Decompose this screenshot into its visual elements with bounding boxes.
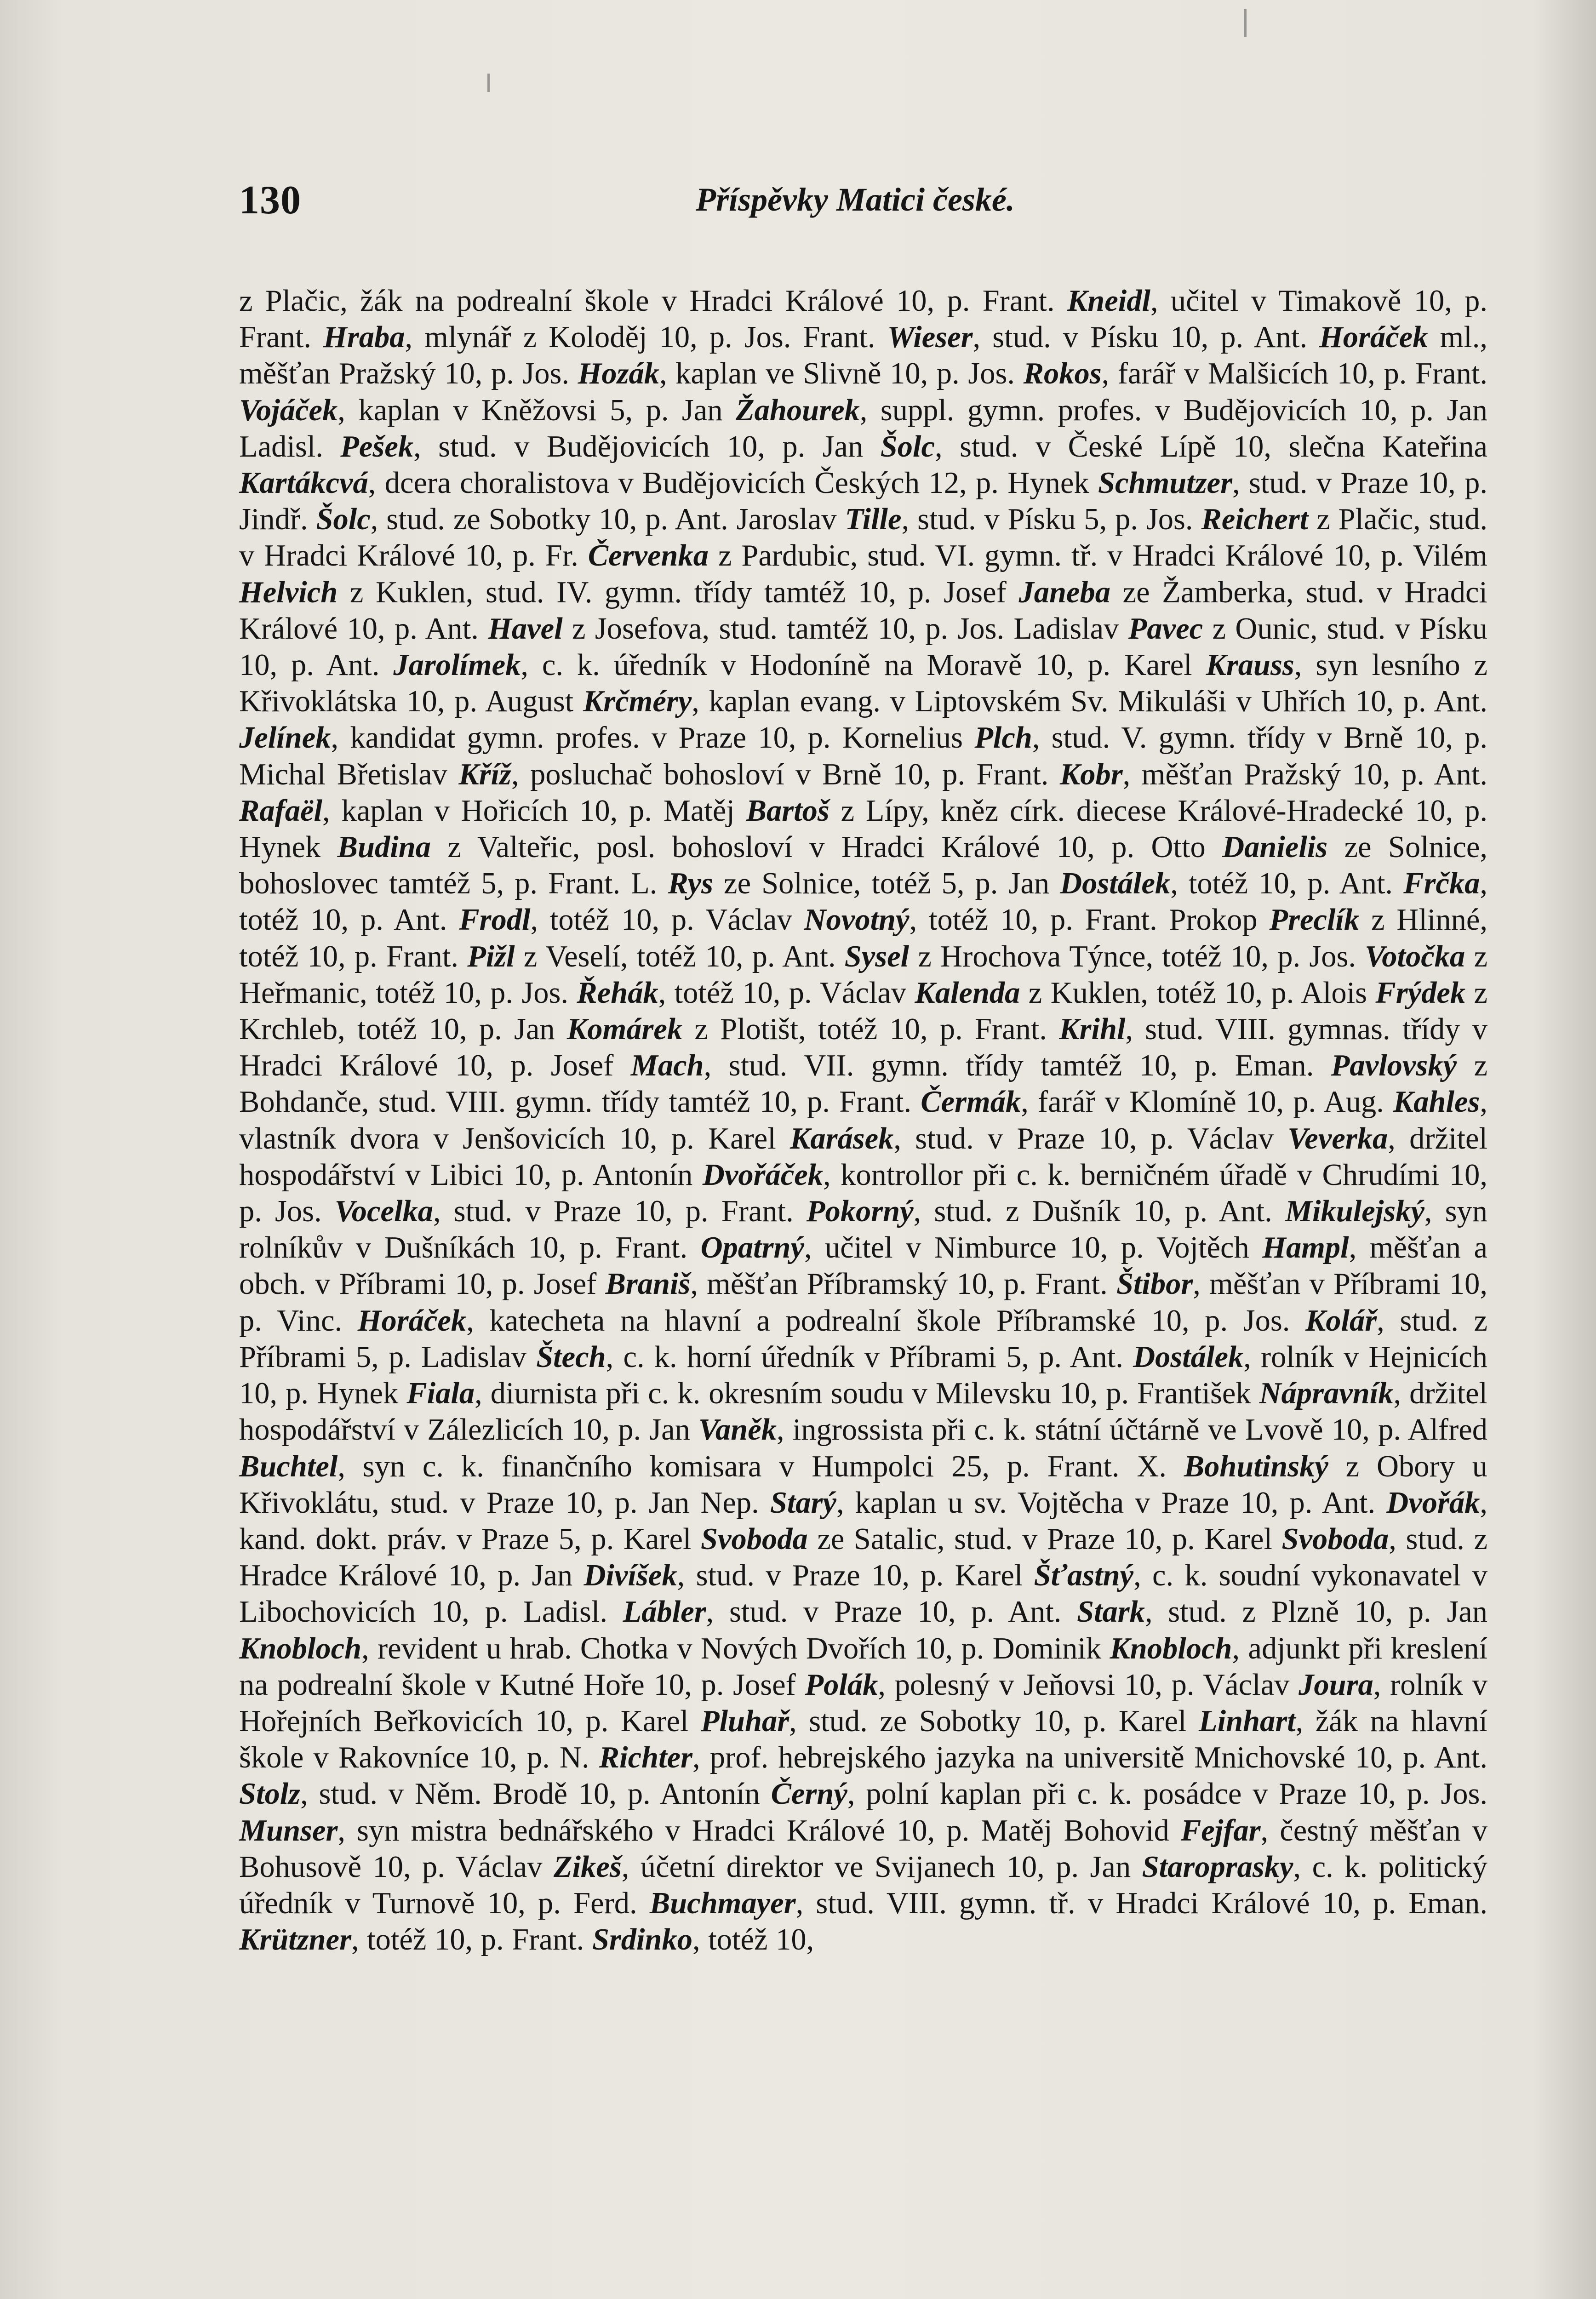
surname: Černý (771, 1777, 847, 1811)
text-run: z Plotišt, totéž 10, p. Frant. (682, 1012, 1059, 1047)
surname: Červenka (588, 539, 709, 573)
surname: Vaněk (698, 1413, 777, 1447)
surname: Fiala (406, 1377, 475, 1411)
text-run: z Plačic, žák na podrealní škole v Hradci Králové 10, p. Frant. (239, 284, 1067, 318)
text-run: , farář v Malšicích 10, p. Frant. (1101, 357, 1487, 391)
text-run: , c. k. politický úředník v Turnově 10, p. Ferd. (239, 1850, 1487, 1920)
surname: Pešek (340, 429, 414, 463)
surname: Buchtel (239, 1449, 338, 1483)
text-run: , c. k. soudní vykonavatel v Libochovicích 10, p. Ladisl. (239, 1559, 1487, 1629)
surname: Karásek (789, 1121, 894, 1155)
surname: Žahourek (736, 393, 860, 427)
scan-mark (487, 74, 490, 92)
surname: Horáček (1319, 320, 1428, 355)
text-run: , kaplan v Kněžovsi 5, p. Jan (338, 393, 736, 427)
text-run: , držitel hospodářství v Zálezlicích 10, p. Jan (239, 1377, 1487, 1447)
surname: Horáček (357, 1304, 467, 1338)
surname: Komárek (566, 1012, 683, 1047)
surname: Štibor (1116, 1267, 1193, 1301)
text-run: , učitel v Timakově 10, p. Frant. (239, 284, 1487, 355)
surname: Čermák (921, 1085, 1021, 1119)
text-run: , totéž 10, p. Frant. (351, 1923, 592, 1957)
text-run: , stud. v Praze 10, p. Karel (677, 1559, 1034, 1593)
text-run: , držitel hospodářství v Libici 10, p. Antonín (239, 1121, 1487, 1192)
surname: Knobloch (239, 1631, 362, 1665)
surname: Dostálek (1133, 1340, 1244, 1374)
surname: Stolz (239, 1777, 301, 1811)
surname: Jelínek (239, 721, 331, 755)
text-run: ze Satalic, stud. v Praze 10, p. Karel (807, 1522, 1282, 1556)
text-run: ze Žamberka, stud. v Hradci Králové 10, p. Ant. (239, 575, 1487, 646)
surname: Hozák (578, 357, 659, 391)
text-run: , stud. v Něm. Brodě 10, p. Antonín (300, 1777, 771, 1811)
surname: Linhart (1199, 1704, 1296, 1738)
text-run: , účetní direktor ve Svijanech 10, p. Jan (621, 1850, 1142, 1884)
text-run: , stud. VIII. gymnas. třídy v Hradci Králové 10, p. Josef (239, 1012, 1487, 1083)
text-run: , rolník v Hořejních Beřkovicích 10, p. Karel (239, 1668, 1488, 1738)
text-run: , syn c. k. finančního komisara v Humpolci 25, p. Frant. X. (338, 1449, 1184, 1483)
surname: Helvich (239, 575, 338, 609)
surname: Novotný (804, 903, 910, 937)
surname: Vojáček (239, 393, 338, 427)
surname: Dvořák (1386, 1486, 1480, 1520)
text-run: , syn mistra bednářského v Hradci Králové 10, p. Matěj Bohovid (338, 1813, 1181, 1847)
text-run: , c. k. úředník v Hodoníně na Moravě 10, p. Karel (521, 648, 1206, 682)
surname: Wieser (887, 320, 973, 355)
text-run: , syn lesního z Křivoklátska 10, p. August (239, 648, 1487, 719)
surname: Kříž (458, 757, 511, 791)
surname: Jarolímek (393, 648, 521, 682)
surname: Rys (668, 867, 713, 901)
text-run: , diurnista při c. k. okresním soudu v Milevsku 10, p. František (475, 1377, 1259, 1411)
surname: Preclík (1269, 903, 1360, 937)
text-run: , stud. z Příbrami 5, p. Ladislav (239, 1304, 1487, 1374)
text-run: , stud. v České Lípě 10, slečna Kateřina (935, 429, 1488, 463)
surname: Pižl (467, 939, 515, 973)
text-run: , mlynář z Koloděj 10, p. Jos. Frant. (405, 320, 887, 355)
surname: Hraba (323, 320, 405, 355)
text-run: , posluchač bohosloví v Brně 10, p. Frant. (511, 757, 1060, 791)
text-run: , stud. v Budějovicích 10, p. Jan (413, 429, 881, 463)
text-run: , kand. dokt. práv. v Praze 5, p. Karel (239, 1486, 1487, 1556)
body-text (239, 283, 1487, 1958)
text-run: , totéž 10, p. Ant. (1170, 867, 1404, 901)
text-run: , stud. v Písku 10, p. Ant. (972, 320, 1320, 355)
text-run: , stud. ze Sobotky 10, p. Karel (789, 1704, 1199, 1738)
text-run: z Veselí, totéž 10, p. Ant. (515, 939, 845, 973)
surname: Rafaël (239, 794, 322, 828)
surname: Mikulejský (1285, 1195, 1424, 1229)
surname: Bartoš (746, 794, 829, 828)
surname: Kartákcvá (239, 466, 368, 500)
text-run: , totéž 10, p. Frant. Prokop (909, 903, 1270, 937)
surname: Plch (974, 721, 1032, 755)
surname: Votočka (1365, 939, 1465, 973)
surname: Pavec (1128, 612, 1203, 646)
text-run: , revident u hrab. Chotka v Nových Dvořích 10, p. Dominik (361, 1631, 1110, 1665)
surname: Šťastný (1034, 1559, 1134, 1593)
page-header (239, 177, 1471, 232)
surname: Řehák (577, 976, 658, 1010)
text-run: z Heřmanic, totéž 10, p. Jos. (239, 939, 1487, 1010)
surname: Munser (239, 1813, 338, 1847)
text-run: , farář v Klomíně 10, p. Aug. (1021, 1085, 1393, 1119)
text-run: z Bohdanče, stud. VIII. gymn. třídy tamtéž 10, p. Frant. (239, 1049, 1487, 1119)
text-run: z Valteřic, posl. bohosloví v Hradci Králové 10, p. Otto (430, 830, 1223, 864)
text-run: z Hlinné, totéž 10, p. Frant. (239, 903, 1487, 973)
surname: Tille (845, 503, 902, 537)
text-run: , stud. v Praze 10, p. Jindř. (239, 466, 1487, 537)
text-run: , stud. VII. gymn. třídy tamtéž 10, p. Eman. (704, 1049, 1331, 1083)
text-run: , stud. v Praze 10, p. Ant. (706, 1595, 1077, 1629)
surname: Pluhař (700, 1704, 789, 1738)
text-run: , totéž 10, p. Ant. (239, 867, 1487, 937)
text-run: z Obory u Křivoklátu, stud. v Praze 10, p. Jan Nep. (239, 1449, 1487, 1520)
surname: Bohutinský (1184, 1449, 1328, 1483)
surname: Buchmayer (649, 1886, 796, 1920)
text-run: , učitel v Nimburce 10, p. Vojtěch (804, 1231, 1263, 1265)
surname: Krützner (239, 1923, 351, 1957)
text-run: , suppl. gymn. profes. v Budějovicích 10, p. Jan Ladisl. (239, 393, 1487, 463)
surname: Hampl (1262, 1231, 1349, 1265)
surname: Veverka (1287, 1121, 1388, 1155)
surname: Štech (536, 1340, 606, 1374)
surname: Nápravník (1259, 1377, 1394, 1411)
text-run: , adjunkt při kreslení na podrealní škole v Kutné Hoře 10, p. Josef (239, 1631, 1487, 1702)
text-run: , katecheta na hlavní a podrealní škole Příbramské 10, p. Jos. (466, 1304, 1305, 1338)
text-run: , dcera choralistova v Budějovicích Českých 12, p. Hynek (368, 466, 1098, 500)
surname: Krčméry (583, 685, 692, 719)
surname: Joura (1299, 1668, 1373, 1702)
surname: Janeba (1018, 575, 1110, 609)
surname: Kalenda (915, 976, 1020, 1010)
text-run: , žák na hlavní škole v Rakovníce 10, p. N. (239, 1704, 1487, 1775)
surname: Havel (488, 612, 563, 646)
surname: Divíšek (583, 1559, 677, 1593)
text-run: , ingrossista při c. k. státní účtárně ve Lvově 10, p. Alfred (777, 1413, 1487, 1447)
surname: Mach (630, 1049, 704, 1083)
text-run: , vlastník dvora v Jenšovicích 10, p. Karel (239, 1085, 1488, 1155)
text-run: , měšťan Pražský 10, p. Ant. (1122, 757, 1488, 791)
text-run: , kontrollor při c. k. berničném úřadě v Chrudími 10, p. Jos. (239, 1158, 1487, 1229)
text-run: , prof. hebrejského jazyka na universitě Mnichovské 10, p. Ant. (692, 1741, 1487, 1775)
text-run: , stud. v Písku 5, p. Jos. (901, 503, 1201, 537)
text-run: z Hrochova Týnce, totéž 10, p. Jos. (909, 939, 1365, 973)
text-run: , měšťan a obch. v Příbrami 10, p. Josef (239, 1231, 1487, 1301)
running-title: Příspěvky Matici české. (696, 181, 1015, 218)
text-run: , syn rolníkův v Dušníkách 10, p. Frant. (239, 1195, 1487, 1265)
surname: Kobr (1059, 757, 1123, 791)
surname: Braniš (605, 1267, 691, 1301)
surname: Lábler (623, 1595, 706, 1629)
surname: Frýdek (1375, 976, 1466, 1010)
surname: Polák (805, 1668, 878, 1702)
text-run: ze Solnice, bohoslovec tamtéž 5, p. Frant. L. (239, 830, 1488, 901)
text-run: , c. k. horní úředník v Příbrami 5, p. Ant. (606, 1340, 1133, 1374)
surname: Budina (337, 830, 431, 864)
surname: Kneidl (1067, 284, 1150, 318)
surname: Srdinko (592, 1923, 693, 1957)
surname: Svoboda (701, 1522, 808, 1556)
surname: Sysel (844, 939, 910, 973)
text-run: z Plačic, stud. v Hradci Králové 10, p. Fr. (239, 503, 1488, 573)
text-run: z Lípy, kněz círk. diecese Králové-Hradecké 10, p. Hynek (239, 794, 1488, 864)
surname: Richter (599, 1741, 692, 1775)
text-run: , polesný v Jeňovsi 10, p. Václav (878, 1668, 1299, 1702)
surname: Staroprasky (1142, 1850, 1293, 1884)
text-run: , měšťan v Příbrami 10, p. Vinc. (239, 1267, 1487, 1338)
surname: Kahles (1393, 1085, 1480, 1119)
text-run: , stud. z Hradce Králové 10, p. Jan (239, 1522, 1488, 1593)
surname: Stark (1077, 1595, 1145, 1629)
surname: Šolc (316, 503, 371, 537)
surname: Rokos (1023, 357, 1102, 391)
text-run: z Krchleb, totéž 10, p. Jan (239, 976, 1487, 1047)
text-run: z Kuklen, stud. IV. gymn. třídy tamtéž 10, p. Josef (338, 575, 1019, 609)
surname: Starý (770, 1486, 836, 1520)
surname: Reichert (1201, 503, 1309, 537)
text-run: , kandidat gymn. profes. v Praze 10, p. Kornelius (331, 721, 975, 755)
surname: Danielis (1222, 830, 1328, 864)
text-run: z Kuklen, totéž 10, p. Alois (1020, 976, 1376, 1010)
surname: Krauss (1206, 648, 1294, 682)
text-run: , kaplan u sv. Vojtěcha v Praze 10, p. Ant. (836, 1486, 1387, 1520)
surname: Krihl (1059, 1012, 1126, 1047)
text-run: ml., měšťan Pražský 10, p. Jos. (239, 320, 1488, 391)
surname: Knobloch (1110, 1631, 1232, 1665)
surname: Frčka (1403, 867, 1480, 901)
surname: Schmutzer (1098, 466, 1232, 500)
text-run: , stud. V. gymn. třídy v Brně 10, p. Michal Břetislav (239, 721, 1487, 791)
text-run: , stud. VIII. gymn. tř. v Hradci Králové 10, p. Eman. (795, 1886, 1487, 1920)
text-run: z Ounic, stud. v Písku 10, p. Ant. (239, 612, 1487, 682)
surname: Svoboda (1281, 1522, 1389, 1556)
text-run: , totéž 10, (692, 1923, 814, 1957)
surname: Kolář (1305, 1304, 1377, 1338)
text-run: , stud. v Praze 10, p. Václav (893, 1121, 1288, 1155)
surname: Fejfar (1180, 1813, 1261, 1847)
text-run: z Pardubic, stud. VI. gymn. tř. v Hradci Králové 10, p. Vilém (709, 539, 1487, 573)
text-run: , polní kaplan při c. k. posádce v Praze 10, p. Jos. (847, 1777, 1487, 1811)
text-run: , stud. ze Sobotky 10, p. Ant. Jaroslav (370, 503, 845, 537)
text-run: , kaplan v Hořicích 10, p. Matěj (322, 794, 746, 828)
text-run: , stud. z Plzně 10, p. Jan (1144, 1595, 1487, 1629)
surname: Opatrný (700, 1231, 804, 1265)
text-run: , čestný měšťan v Bohusově 10, p. Václav (239, 1813, 1488, 1884)
text-run: , totéž 10, p. Václav (530, 903, 804, 937)
surname: Pavlovský (1331, 1049, 1457, 1083)
surname: Vocelka (334, 1195, 433, 1229)
text-run: , stud. z Dušník 10, p. Ant. (913, 1195, 1285, 1229)
scan-mark (1244, 9, 1247, 37)
text-run: z Josefova, stud. tamtéž 10, p. Jos. Ladislav (562, 612, 1128, 646)
surname: Pokorný (806, 1195, 914, 1229)
text-run: , kaplan ve Slivně 10, p. Jos. (659, 357, 1024, 391)
text-run: , stud. v Praze 10, p. Frant. (433, 1195, 807, 1229)
text-run: , totéž 10, p. Václav (658, 976, 915, 1010)
text-run: , měšťan Příbramský 10, p. Frant. (690, 1267, 1116, 1301)
surname: Frodl (459, 903, 531, 937)
surname: Zikeš (553, 1850, 622, 1884)
text-run: ze Solnice, totéž 5, p. Jan (713, 867, 1060, 901)
text-run: , kaplan evang. v Liptovském Sv. Mikuláši v Uhřích 10, p. Ant. (692, 685, 1488, 719)
surname: Šolc (880, 429, 935, 463)
surname: Dvořáček (702, 1158, 824, 1192)
surname: Dostálek (1060, 867, 1171, 901)
page-number: 130 (239, 178, 301, 223)
text-run: , rolník v Hejnicích 10, p. Hynek (239, 1340, 1487, 1411)
